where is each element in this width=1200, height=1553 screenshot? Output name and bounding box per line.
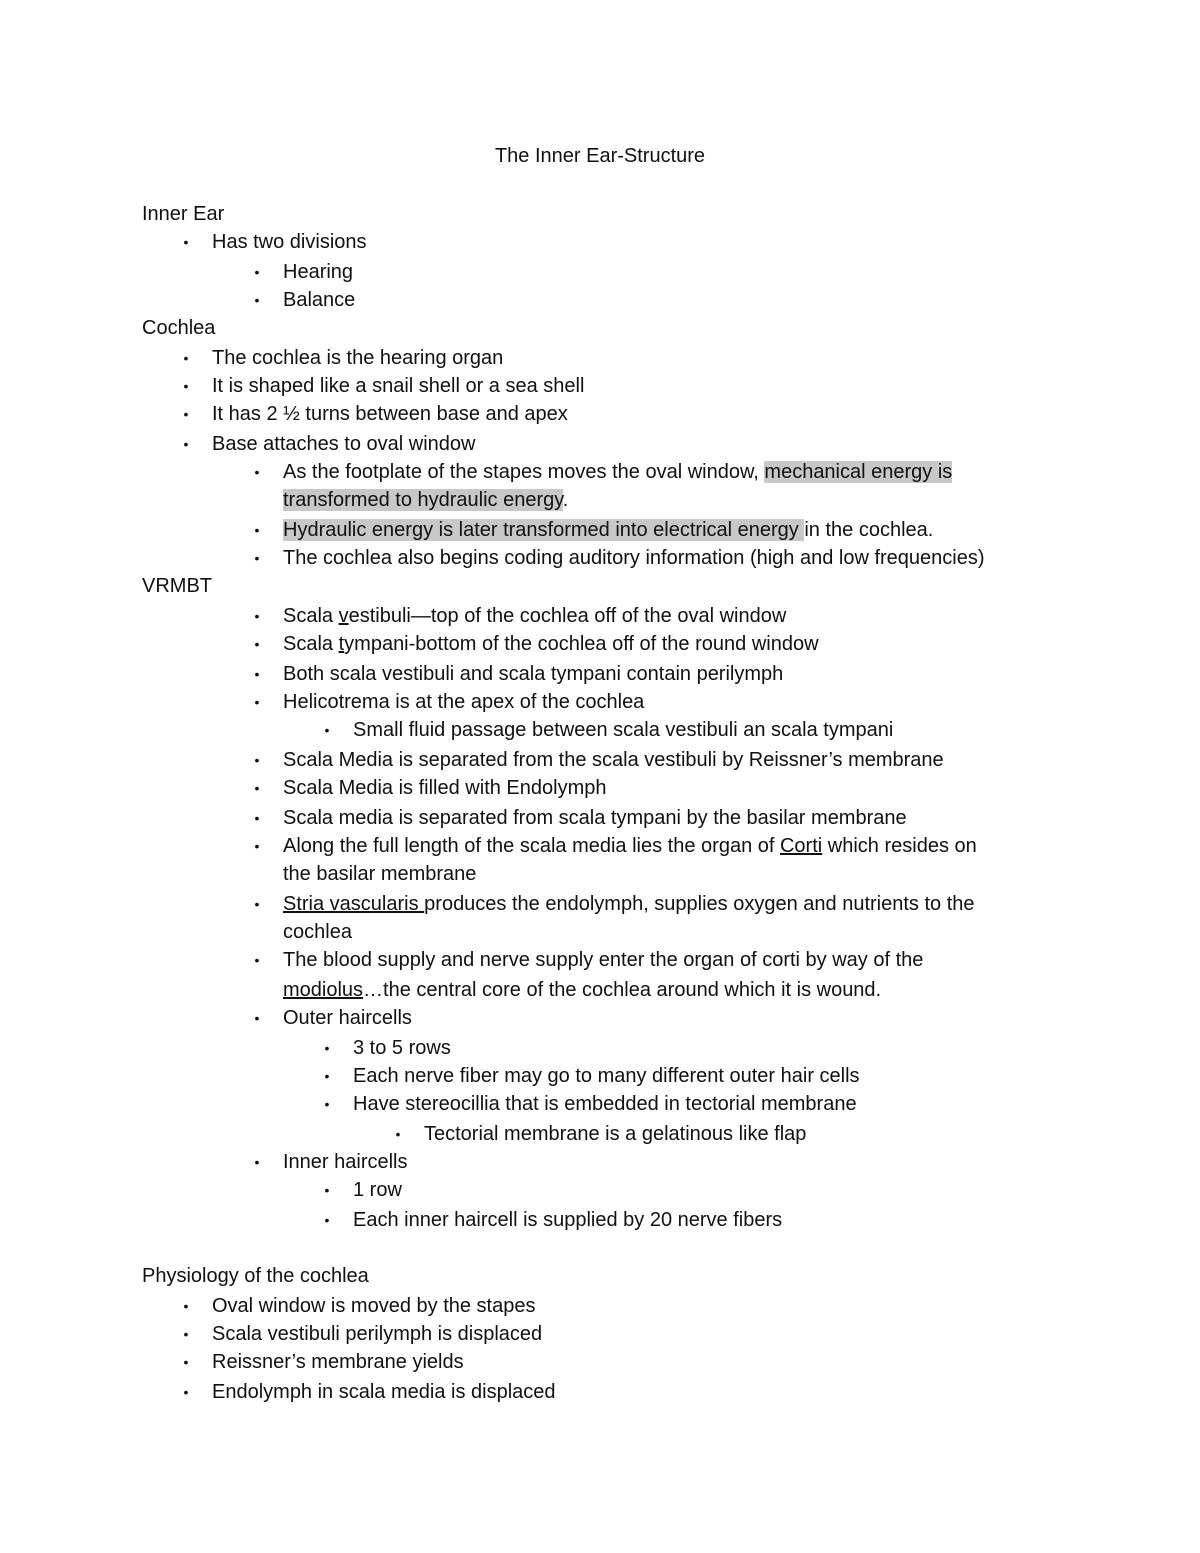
list-item: • Small fluid passage between scala vestibuli an scala tympani	[353, 716, 893, 744]
bullet-icon: •	[324, 1040, 330, 1056]
list-item: • Scala Media is filled with Endolymph	[283, 774, 607, 802]
list-item-continuation: modiolus…the central core of the cochlea around which it is wound.	[283, 979, 882, 1001]
bullet-icon: •	[254, 608, 260, 624]
bullet-icon: •	[183, 350, 189, 366]
bullet-icon: •	[254, 464, 260, 480]
bullet-icon: •	[183, 1384, 189, 1400]
highlighted-text: Hydraulic energy is later transformed into electrical energy	[283, 519, 805, 541]
list-item: • Outer haircells	[283, 1004, 412, 1032]
bullet-icon: •	[254, 896, 260, 912]
list-item: • 1 row	[353, 1176, 402, 1204]
bullet-icon: •	[183, 1326, 189, 1342]
list-item: • The cochlea also begins coding auditory information (high and low frequencies)	[283, 544, 985, 572]
section-heading-vrmbt: VRMBT	[142, 575, 212, 597]
list-item: • Hearing	[283, 258, 353, 286]
list-item-continuation: the basilar membrane	[283, 863, 477, 885]
bullet-icon: •	[324, 1182, 330, 1198]
list-item: • Endolymph in scala media is displaced	[212, 1378, 556, 1406]
list-item: • The blood supply and nerve supply enter the organ of corti by way of the	[283, 946, 923, 974]
list-item: • Base attaches to oval window	[212, 430, 476, 458]
underlined-text: Corti	[779, 835, 823, 857]
list-item: • It has 2 ½ turns between base and apex	[212, 400, 568, 428]
list-item: • Scala tympani-bottom of the cochlea off of the round window	[283, 630, 819, 658]
bullet-icon: •	[254, 838, 260, 854]
section-heading-inner-ear: Inner Ear	[142, 203, 225, 225]
list-item: • Scala vestibuli—top of the cochlea off of the oval window	[283, 602, 786, 630]
underlined-text: t	[338, 633, 345, 655]
list-item: • Scala Media is separated from the scala vestibuli by Reissner’s membrane	[283, 746, 944, 774]
bullet-icon: •	[324, 722, 330, 738]
list-item: • As the footplate of the stapes moves the oval window, mechanical energy is	[283, 458, 952, 486]
list-item: • It is shaped like a snail shell or a sea shell	[212, 372, 584, 400]
list-item: • Reissner’s membrane yields	[212, 1348, 464, 1376]
bullet-icon: •	[183, 1298, 189, 1314]
list-item: • Helicotrema is at the apex of the cochlea	[283, 688, 644, 716]
bullet-icon: •	[254, 780, 260, 796]
list-item: • Scala media is separated from scala tympani by the basilar membrane	[283, 804, 907, 832]
bullet-icon: •	[254, 666, 260, 682]
list-item: • Tectorial membrane is a gelatinous like flap	[424, 1120, 806, 1148]
list-item: • The cochlea is the hearing organ	[212, 344, 503, 372]
list-item: • Along the full length of the scala media lies the organ of Corti which resides on	[283, 832, 977, 860]
section-heading-physiology: Physiology of the cochlea	[142, 1265, 369, 1287]
bullet-icon: •	[254, 550, 260, 566]
bullet-icon: •	[183, 406, 189, 422]
bullet-icon: •	[254, 1154, 260, 1170]
list-item: • Each inner haircell is supplied by 20 nerve fibers	[353, 1206, 782, 1234]
bullet-icon: •	[183, 234, 189, 250]
bullet-icon: •	[254, 810, 260, 826]
bullet-icon: •	[254, 264, 260, 280]
bullet-icon: •	[324, 1096, 330, 1112]
list-item: • 3 to 5 rows	[353, 1034, 451, 1062]
list-item: • Have stereocillia that is embedded in tectorial membrane	[353, 1090, 857, 1118]
bullet-icon: •	[183, 378, 189, 394]
list-item: • Stria vascularis produces the endolymph, supplies oxygen and nutrients to the	[283, 890, 975, 918]
bullet-icon: •	[324, 1212, 330, 1228]
bullet-icon: •	[254, 292, 260, 308]
list-item: • Oval window is moved by the stapes	[212, 1292, 536, 1320]
bullet-icon: •	[254, 694, 260, 710]
list-item: • Each nerve fiber may go to many different outer hair cells	[353, 1062, 860, 1090]
highlighted-text: mechanical energy is	[764, 461, 953, 483]
bullet-icon: •	[395, 1126, 401, 1142]
list-item: • Has two divisions	[212, 228, 367, 256]
list-item-continuation: cochlea	[283, 921, 352, 943]
list-item: • Scala vestibuli perilymph is displaced	[212, 1320, 542, 1348]
list-item: • Hydraulic energy is later transformed into electrical energy in the cochlea.	[283, 516, 933, 544]
underlined-text: v	[338, 605, 349, 627]
bullet-icon: •	[254, 1010, 260, 1026]
bullet-icon: •	[254, 952, 260, 968]
list-item: • Balance	[283, 286, 355, 314]
list-item: • Inner haircells	[283, 1148, 408, 1176]
bullet-icon: •	[183, 1354, 189, 1370]
document-title: The Inner Ear-Structure	[494, 145, 706, 167]
bullet-icon: •	[183, 436, 189, 452]
underlined-text: modiolus	[283, 979, 364, 1001]
list-item: • Both scala vestibuli and scala tympani contain perilymph	[283, 660, 783, 688]
underlined-text: Stria vascularis	[283, 893, 425, 915]
section-heading-cochlea: Cochlea	[142, 317, 216, 339]
list-item-continuation: transformed to hydraulic energy.	[283, 489, 569, 511]
highlighted-text: transformed to hydraulic energy	[283, 489, 563, 511]
bullet-icon: •	[324, 1068, 330, 1084]
bullet-icon: •	[254, 522, 260, 538]
bullet-icon: •	[254, 636, 260, 652]
bullet-icon: •	[254, 752, 260, 768]
